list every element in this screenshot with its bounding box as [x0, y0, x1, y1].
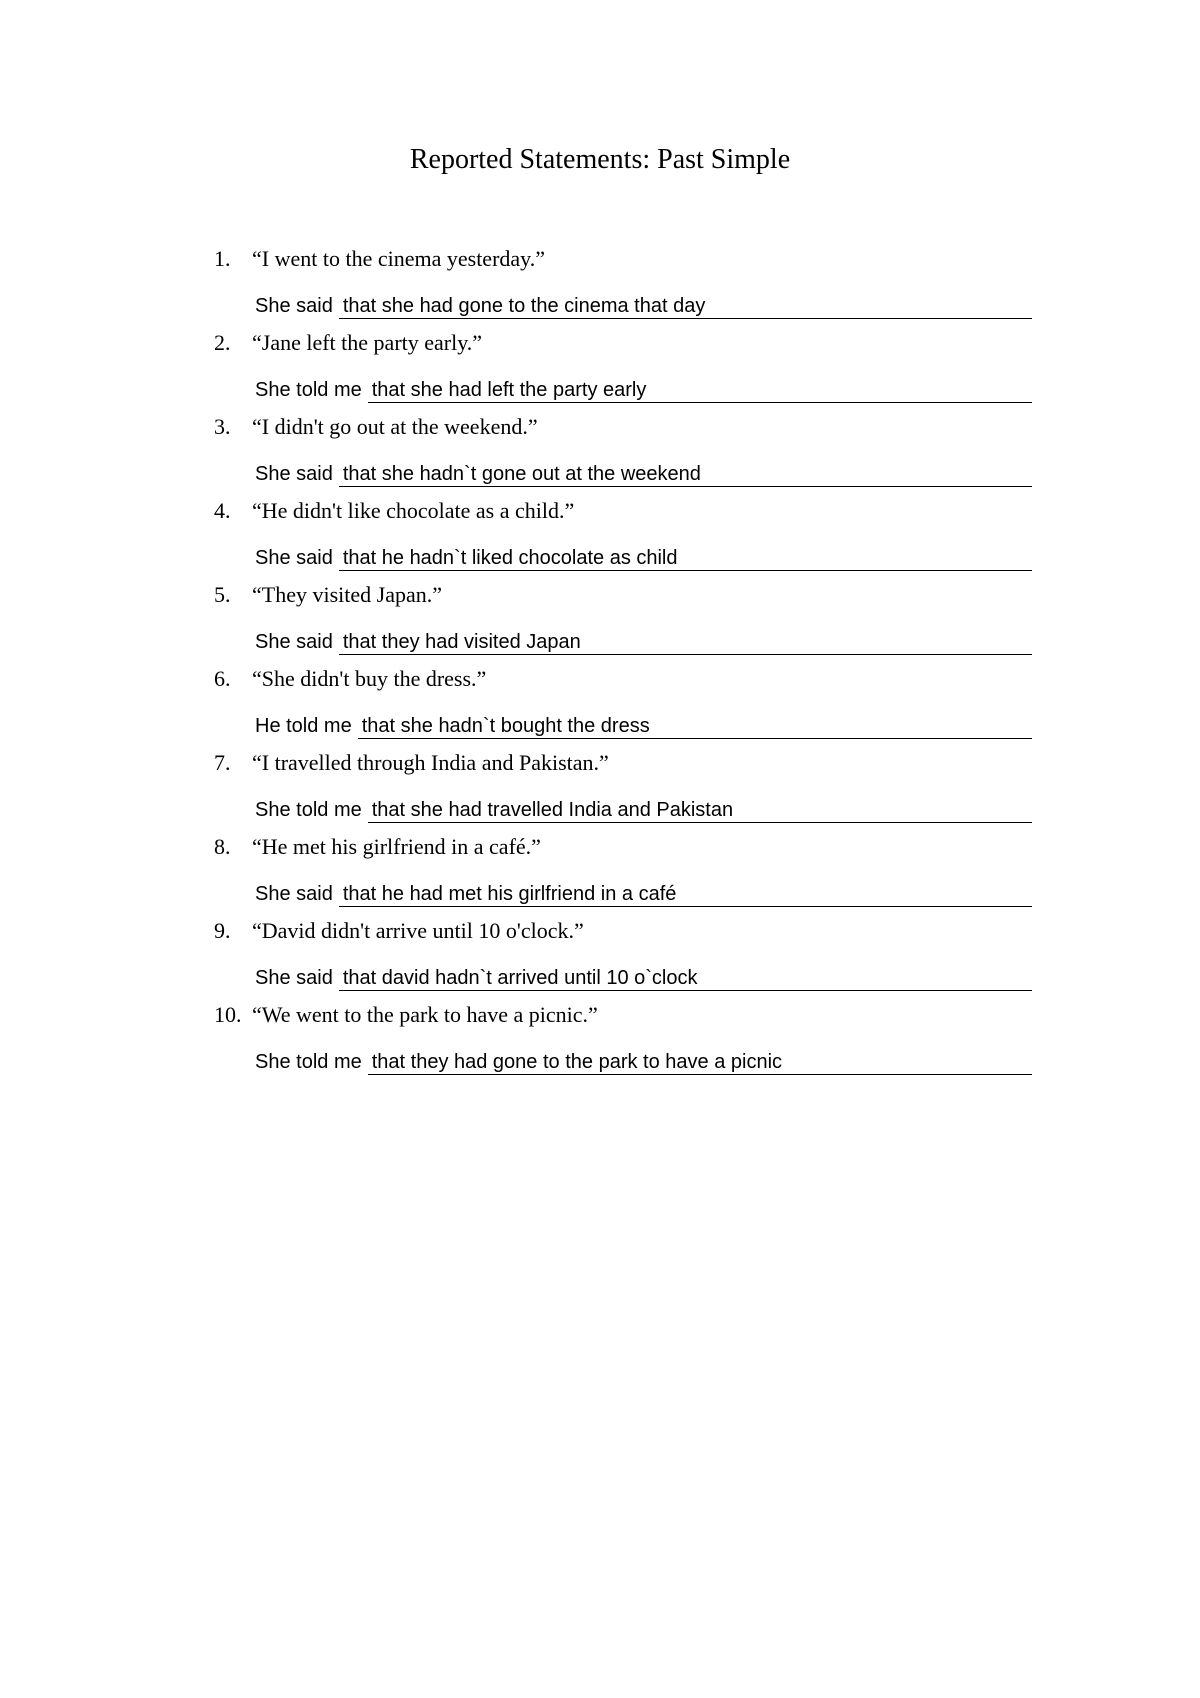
question-line — [214, 827, 1034, 867]
answer-line — [255, 615, 1032, 659]
question-line — [214, 239, 1034, 279]
question-line — [214, 491, 1034, 531]
question-number: 7. — [214, 750, 231, 775]
question-quote: “They visited Japan.” — [252, 582, 442, 607]
answer-text: that he had met his girlfriend in a café — [339, 882, 1032, 907]
question-line — [214, 659, 1034, 699]
answer-text: that she had left the party early — [368, 378, 1032, 403]
answer-line — [255, 699, 1032, 743]
question-quote: “He didn't like chocolate as a child.” — [252, 498, 575, 523]
question-number: 6. — [214, 666, 231, 691]
question-line — [214, 323, 1034, 363]
answer-lead: She said — [255, 883, 333, 905]
question-quote: “David didn't arrive until 10 o'clock.” — [252, 918, 584, 943]
question-number: 5. — [214, 582, 231, 607]
answer-line — [255, 531, 1032, 575]
exercise-item — [214, 575, 1034, 659]
answer-text: that she had travelled India and Pakistan — [368, 798, 1032, 823]
question-number: 9. — [214, 918, 231, 943]
answer-line — [255, 867, 1032, 911]
answer-line — [255, 363, 1032, 407]
exercise-item — [214, 995, 1034, 1079]
exercise-item — [214, 323, 1034, 407]
page-title: Reported Statements: Past Simple — [409, 144, 791, 175]
question-quote: “I travelled through India and Pakistan.” — [252, 750, 609, 775]
answer-line — [255, 1035, 1032, 1079]
question-number: 1. — [214, 246, 231, 271]
question-quote: “He met his girlfriend in a café.” — [252, 834, 541, 859]
answer-text: that david hadn`t arrived until 10 o`clock — [339, 966, 1032, 991]
answer-lead: She told me — [255, 799, 362, 821]
question-quote: “Jane left the party early.” — [252, 330, 483, 355]
answer-line — [255, 447, 1032, 491]
answer-text: that she hadn`t gone out at the weekend — [339, 462, 1032, 487]
answer-lead: She told me — [255, 1051, 362, 1073]
answer-text: that she had gone to the cinema that day — [339, 294, 1032, 319]
question-number: 4. — [214, 498, 231, 523]
answer-lead: She said — [255, 967, 333, 989]
answer-text: that she hadn`t bought the dress — [358, 714, 1032, 739]
question-line — [214, 743, 1034, 783]
question-line — [214, 911, 1034, 951]
exercise-item — [214, 659, 1034, 743]
answer-lead: She said — [255, 547, 333, 569]
question-quote: “I didn't go out at the weekend.” — [252, 414, 538, 439]
exercise-item — [214, 827, 1034, 911]
question-line — [214, 995, 1034, 1035]
question-number: 10. — [214, 1002, 242, 1027]
answer-line — [255, 783, 1032, 827]
exercise-item — [214, 491, 1034, 575]
exercise-item — [214, 239, 1034, 323]
answer-lead: She said — [255, 295, 333, 317]
exercise-item — [214, 407, 1034, 491]
question-quote: “She didn't buy the dress.” — [252, 666, 487, 691]
exercise-item — [214, 743, 1034, 827]
answer-line — [255, 951, 1032, 995]
exercise-list — [214, 239, 1034, 1079]
question-number: 2. — [214, 330, 231, 355]
question-quote: “I went to the cinema yesterday.” — [252, 246, 545, 271]
question-number: 8. — [214, 834, 231, 859]
answer-lead: She said — [255, 463, 333, 485]
answer-text: that they had visited Japan — [339, 630, 1032, 655]
question-quote: “We went to the park to have a picnic.” — [252, 1002, 598, 1027]
exercise-item — [214, 911, 1034, 995]
question-line — [214, 407, 1034, 447]
answer-text: that they had gone to the park to have a picnic — [368, 1050, 1032, 1075]
question-line — [214, 575, 1034, 615]
answer-lead: She told me — [255, 379, 362, 401]
answer-line — [255, 279, 1032, 323]
answer-lead: He told me — [255, 715, 352, 737]
answer-lead: She said — [255, 631, 333, 653]
question-number: 3. — [214, 414, 231, 439]
answer-text: that he hadn`t liked chocolate as child — [339, 546, 1032, 571]
